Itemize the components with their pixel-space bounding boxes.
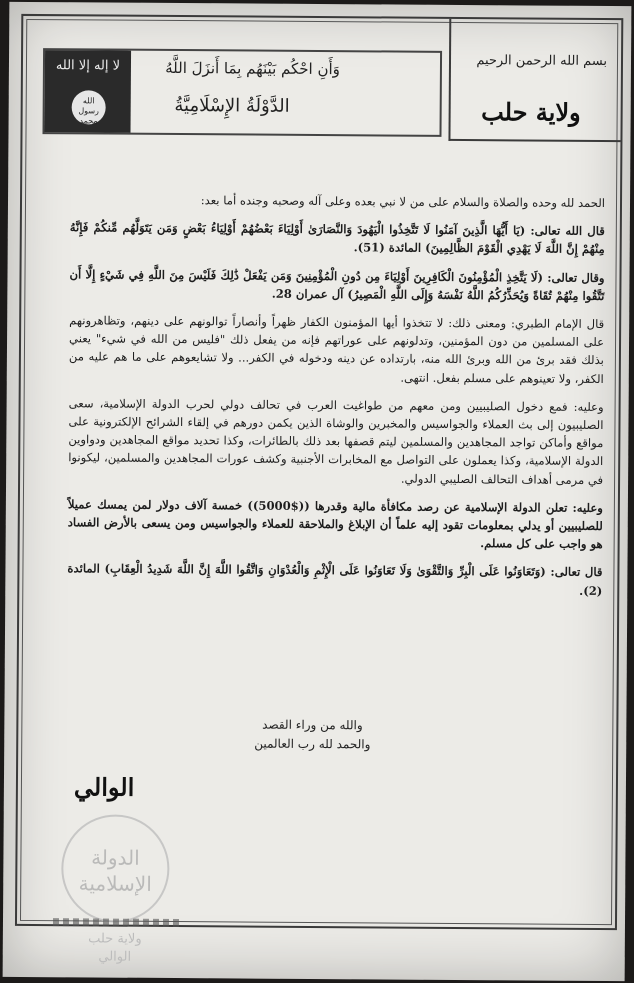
paragraph-coalition: وعليه: فمع دخول الصليبيين ومن معهم من طواغيت العرب في تحالف دولي لحرب الدولة الإسلامية، سعى الصليبيون إلى بث العملاء والجواسيس والمخبرين والوشاة الذين يكمن دورهم في إلقاء الشرائح الإلكترونية على مواقع وأماكن تواجد المجاهدين والمسلمين ليتم قصفها بعد ذلك بالطائرات، وكذا تحديد مواقع المجاهدين ودواوين الدولة الإسلامية، وكذا يعملون على التواصل مع المخابرات الأجنبية وكشف عورات المجاهدين والمسلمين، ليكونوا في مرمى أهداف التحالف الصليبي الدولي. (68, 396, 604, 487)
closing-line-2: والحمد لله رب العالمين (254, 736, 371, 752)
letter-body (67, 190, 605, 610)
stamp-border-pattern (53, 918, 179, 927)
faded-province: ولاية حلب (88, 931, 142, 947)
header-verse: وَأَنِ احْكُم بَيْنَهُم بِمَا أَنزَلَ اللَّهُ (165, 58, 341, 79)
opening-line: الحمد لله وحده والصلاة والسلام على من لا نبي بعده وعلى آله وصحبه وجنده أما بعد: (200, 193, 606, 211)
official-stamp (61, 814, 170, 923)
document-sheet (3, 2, 632, 981)
paragraph-reward: وعليه: تعلن الدولة الإسلامية عن رصد مكافأة مالية وقدرها (($5000)) خمسة آلاف دولار لمن يمسك عميلاً للصليبيين أو يدلي بمعلومات تقود إليه علماً أن الإبلاغ والملاحقة للعملاء والجواسيس ومن يسعى بالأرض الفساد هو واجب على كل مسلم. (67, 497, 603, 552)
stamp-text: الدولة الإسلامية (78, 845, 152, 896)
seal-text: الله رسول محمد (78, 96, 99, 126)
signature-title: الوالي (73, 772, 135, 802)
quran-quote-2: وقال تعالى: (لَا يَتَّخِذِ الْمُؤْمِنُونَ الْكَافِرِينَ أَوْلِيَاءَ مِن دُونِ الْمُؤْمِنِينَ وَمَن يَفْعَلْ ذَٰلِكَ فَلَيْسَ مِنَ اللَّهِ فِي شَيْءٍ إِلَّا أَن تَتَّقُوا مِنْهُمْ تُقَاةً وَيُحَذِّرُكُمُ اللَّهُ نَفْسَهُ وَإِلَى اللَّهِ الْمَصِيرُ) آل عمران 28. (69, 266, 605, 303)
closing-block (254, 716, 370, 755)
flag-text: لا إله إلا الله (55, 58, 121, 74)
basmala: بسم الله الرحمن الرحيم (476, 53, 608, 70)
province-title: ولاية حلب (481, 97, 581, 127)
tabari-commentary: قال الإمام الطبري: ومعنى ذلك: لا تتخذوا أيها المؤمنون الكفار ظهراً وأنصاراً توالونهم على دينهم، وتظاهرونهم على المسلمين من دون المؤمنين، وتدلونهم على عوراتهم فإنه من يفعل ذلك "فليس من الله في شيء" يعني بذلك فقد برئ من الله وبرئ الله منه، بارتداده عن دينه ودخوله في الكفر... ولا تشايعوهم على ما هم عليه من الكفر، ولا تعينوهم على مسلم بفعل. انتهى. (68, 313, 605, 386)
flag-emblem (45, 50, 132, 133)
state-name: الدَّوْلَةُ الإِسْلَامِيَّةُ (174, 94, 290, 117)
seal-icon (72, 90, 106, 124)
header-province-box (448, 19, 621, 142)
header-banner (42, 48, 442, 137)
faded-title: الوالي (98, 949, 132, 965)
closing-line-1: والله من وراء القصد (262, 717, 363, 733)
faded-signature (75, 930, 155, 967)
quran-quote-1: قال الله تعالى: (يَا أَيُّهَا الَّذِينَ آمَنُوا لَا تَتَّخِذُوا الْيَهُودَ وَالنَّصَارَىٰ أَوْلِيَاءَ بَعْضُهُمْ أَوْلِيَاءُ بَعْضٍ وَمَن يَتَوَلَّهُم مِّنكُمْ فَإِنَّهُ مِنْهُمْ إِنَّ اللَّهَ لَا يَهْدِي الْقَوْمَ الظَّالِمِينَ) المائدة (51). (69, 220, 605, 257)
quran-quote-3: قال تعالى: (وَتَعَاوَنُوا عَلَى الْبِرِّ وَالتَّقْوَىٰ وَلَا تَعَاوَنُوا عَلَى الْإِثْمِ وَالْعُدْوَانِ وَاتَّقُوا اللَّهَ إِنَّ اللَّهَ شَدِيدُ الْعِقَابِ) المائدة (2). (67, 561, 603, 598)
